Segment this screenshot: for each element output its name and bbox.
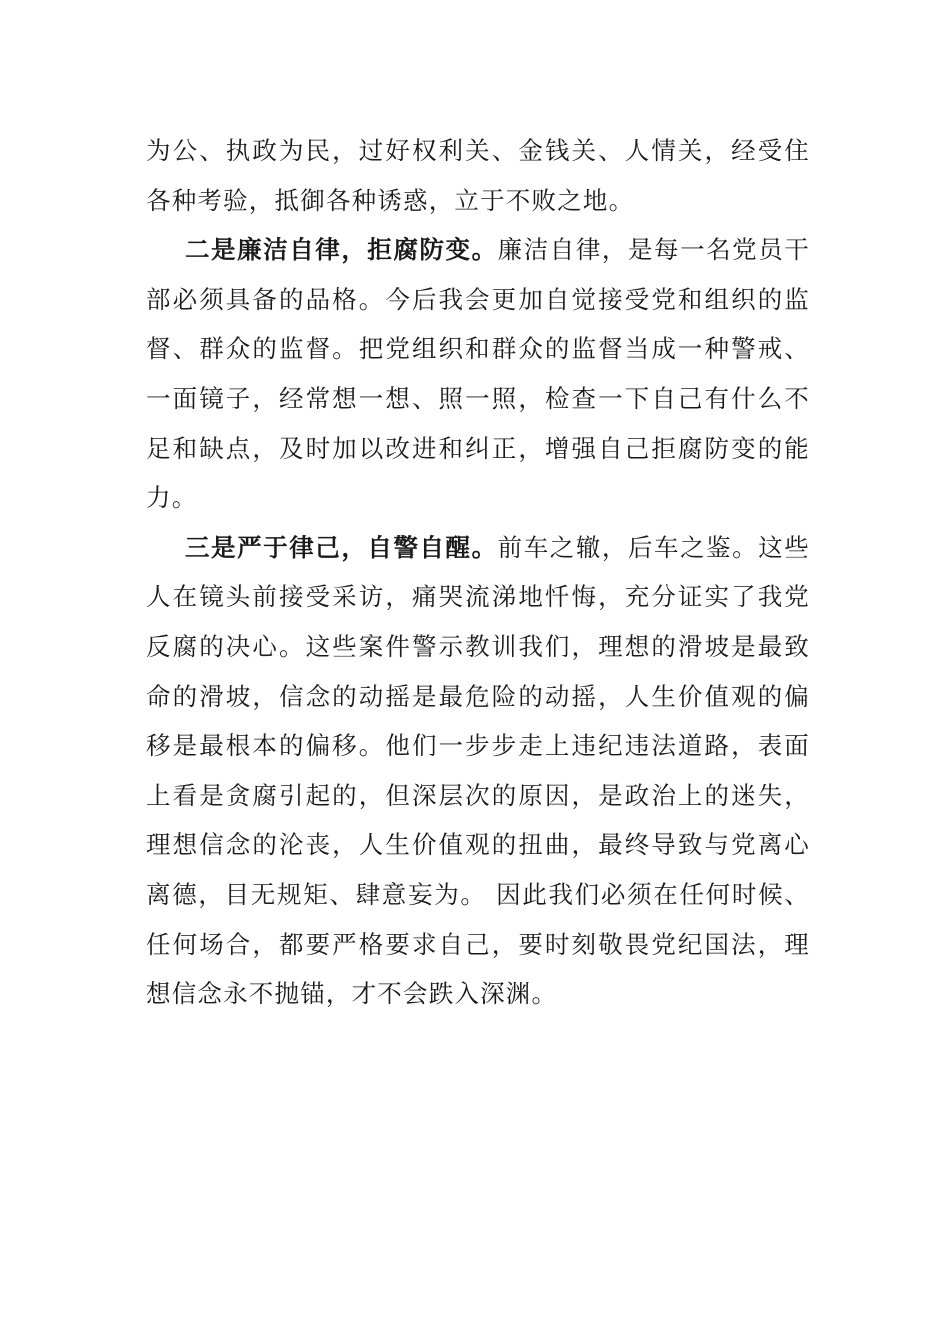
paragraph-text: 为公、执政为民，过好权利关、金钱关、人情关，经受住各种考验，抵御各种诱惑，立于不败之地。 [146,136,810,215]
paragraph-integrity [146,225,810,523]
paragraph-self-discipline [146,523,810,1019]
paragraph-continuation [146,126,810,225]
paragraph-text: 前车之辙，后车之鉴。这些人在镜头前接受采访，痛哭流涕地忏悔，充分证实了我党反腐的决心。这些案件警示教训我们，理想的滑坡是最致命的滑坡，信念的动摇是最危险的动摇，人生价值观的偏移是最根本的偏移。他们一步步走上违纪违法道路，表面上看是贪腐引起的，但深层次的原因，是政治上的迷失，理想信念的沦丧，人生价值观的扭曲，最终导致与党离心离德，目无规矩、肆意妄为。 因此我们必须在任何时候、任何场合，都要严格要求自己，要时刻敬畏党纪国法，理想信念永不抛锚，才不会跌入深渊。 [146,532,810,1009]
paragraph-lead-heading: 二是廉洁自律，拒腐防变。 [185,235,498,265]
paragraph-text: 廉洁自律，是每一名党员干部必须具备的品格。今后我会更加自觉接受党和组织的监督、群众的监督。把党组织和群众的监督当成一种警戒、一面镜子，经常想一想、照一照，检查一下自己有什么不足和缺点，及时加以改进和纠正，增强自己拒腐防变的能力。 [146,235,810,513]
document-body [146,126,810,1019]
paragraph-lead-heading: 三是严于律己，自警自醒。 [185,532,498,562]
